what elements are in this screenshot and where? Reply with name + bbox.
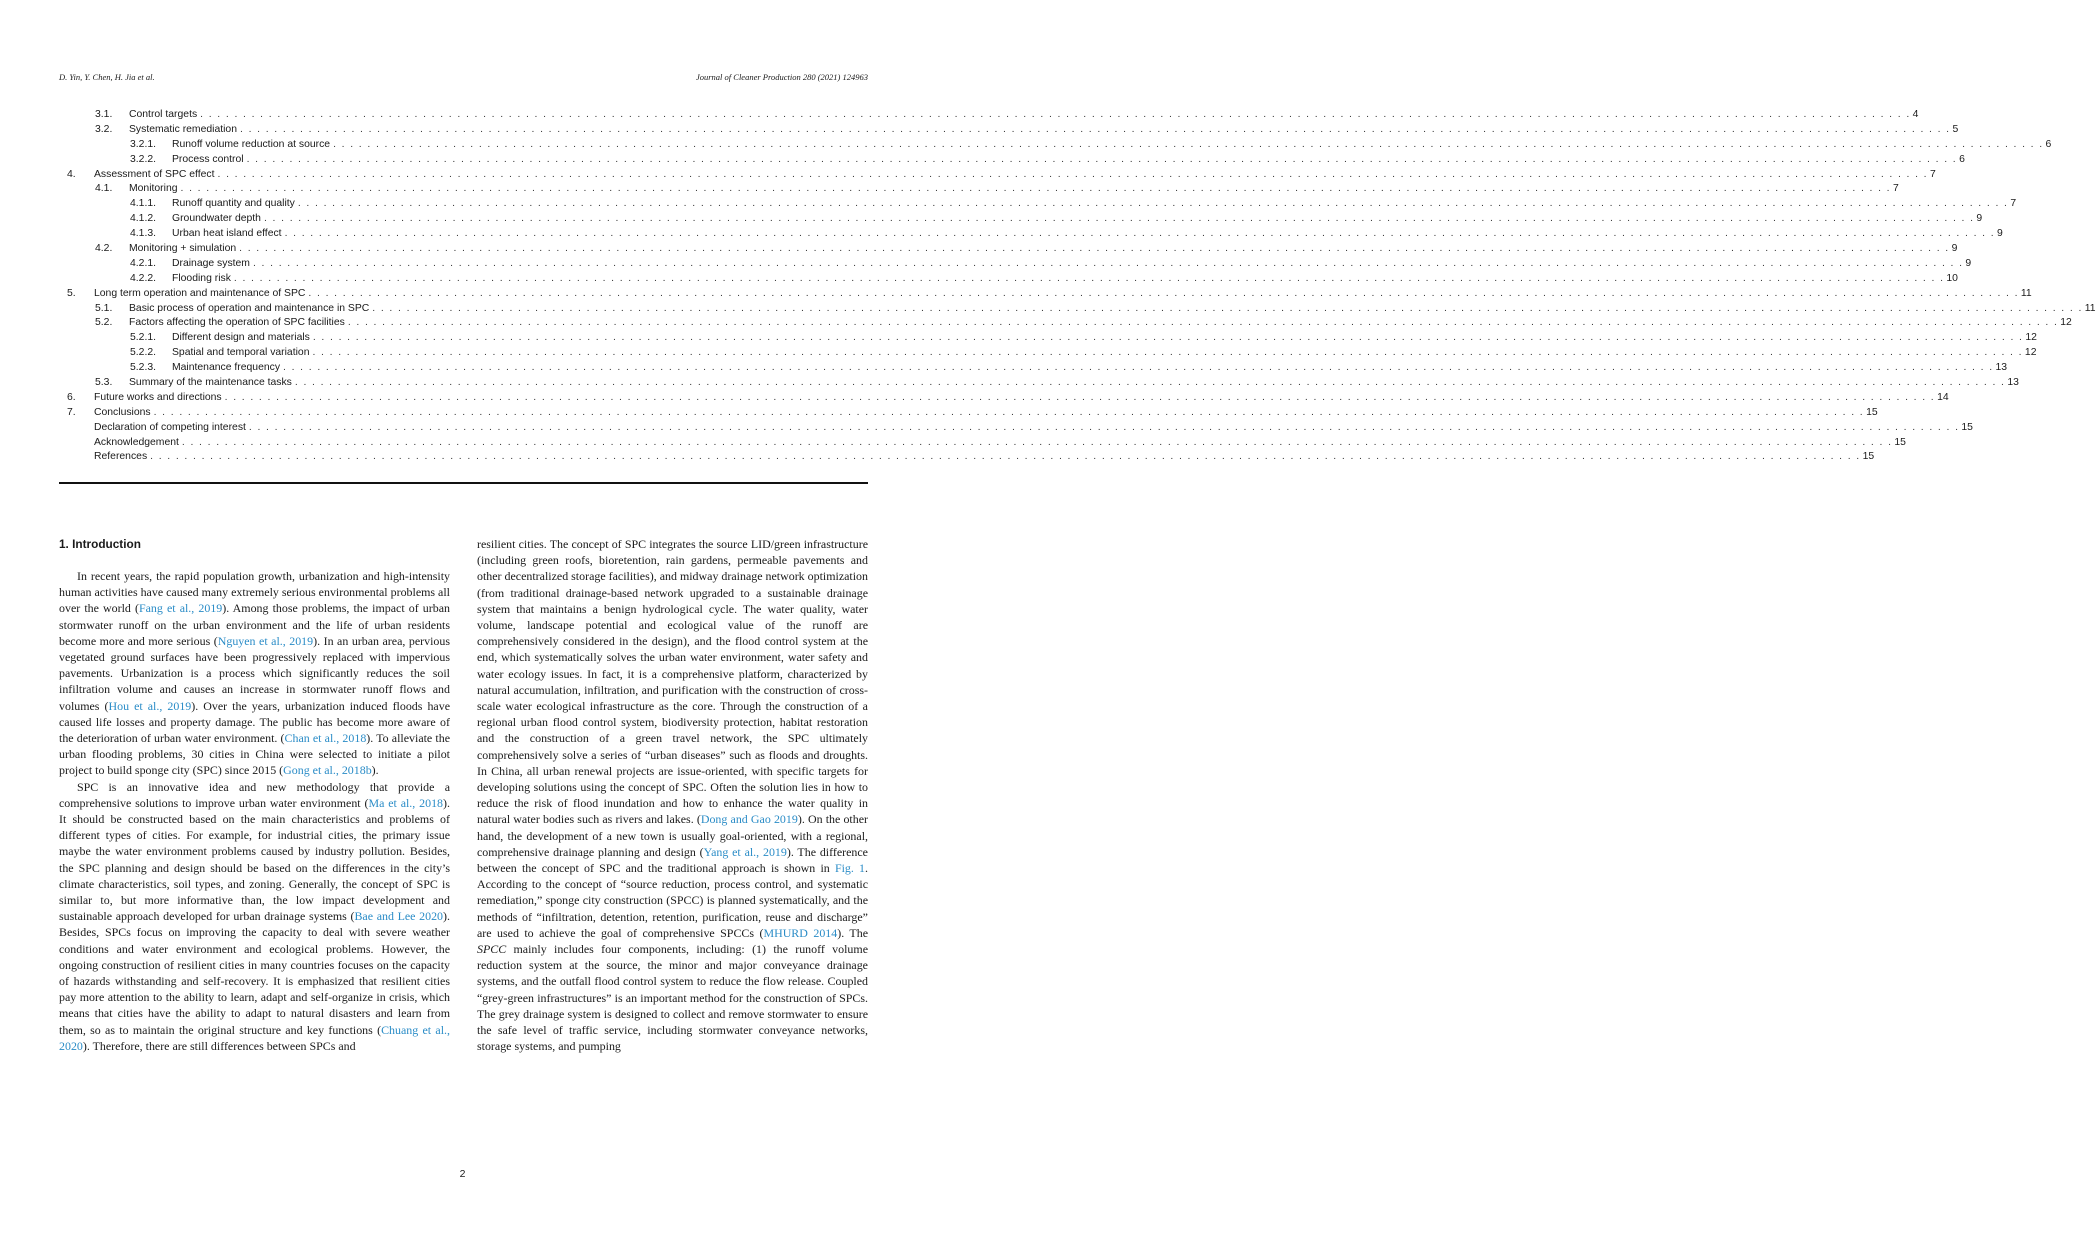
toc-number: 4.2.1. — [130, 257, 156, 269]
toc-entry[interactable] — [59, 257, 1972, 272]
body-text: In recent years, the rapid population growth, urbanization and high-intensity human activities have caused many extremely serious environmental problems all over the world ( — [59, 569, 450, 616]
toc-page: 12 — [2025, 332, 2037, 344]
body-text: resilient cities. The concept of SPC integrates the source LID/green infrastructure (including green roofs, bioretention, rain gardens, permeable pavements and other decentralized storage facilities), and midway drainage network optimization (from traditional drainage-based network upgraded to a sustainable drainage system that maintains a benign hydrological cycle. The water quality, water volume, landscape potential and ecological value of the runoff are comprehensively considered in the design), and the flood control system at the end, which systematically solves the urban water environment, water safety and water ecology issues. In fact, it is a comprehensive platform, characterized by natural accumulation, infiltration, and purification with the construction of cross-scale water ecological infrastructure as the core. Through the construction of a regional urban flood control system, biodiversity protection, habitat restoration and the construction of a green travel network, the SPC ultimately comprehensively solve a series of “urban diseases” such as floods and droughts. In China, all urban renewal projects are issue-oriented, with specific targets for developing solutions using the concept of SPC. Often the solution lies in how to reduce the risk of flood inundation and how to enhance the water quality in natural water bodies such as rivers and lakes. ( — [477, 537, 868, 827]
toc-entry[interactable] — [59, 138, 2052, 153]
table-of-contents — [59, 108, 2096, 465]
toc-label: Systematic remediation — [129, 123, 237, 135]
toc-leader-dots: . . . . . . . . . . . . . . . . . . . . . . . . . . . . . . . . . . . . . . . . . . . . . . . . . . . . . . . . . . . . . . . . . . . . . . . . . . . . . . . . . . . . . . . . . . . . . . . . . . . . . . . . . . . . . . . . . . . . . . . . . . . . . . . . . . . . . . . . . . . . . . . . . . . . . . . . . . . . . . . . . . . . . . . . . . . . . . . . . . . . . . . . . . . . . . . . . . . . . . . . — [347, 317, 2059, 329]
body-text: . According to the concept of “source reduction, process control, and systematic remediation,” sponge city construction (SPCC) is planned systematically, and the methods of “infiltration, detention, retention, purification, reuse and discharge” are used to achieve the goal of comprehensive SPCCs ( — [477, 861, 868, 940]
toc-page: 15 — [1961, 421, 1973, 433]
citation-link[interactable]: Yang et al., 2019 — [703, 844, 787, 859]
toc-page: 7 — [2010, 198, 2017, 210]
toc-entry[interactable] — [59, 108, 1919, 123]
toc-entry[interactable] — [59, 361, 2008, 376]
toc-number: 5.2.1. — [130, 332, 156, 344]
toc-label: Assessment of SPC effect — [94, 168, 215, 180]
toc-label: Maintenance frequency — [172, 362, 281, 374]
toc-leader-dots: . . . . . . . . . . . . . . . . . . . . . . . . . . . . . . . . . . . . . . . . . . . . . . . . . . . . . . . . . . . . . . . . . . . . . . . . . . . . . . . . . . . . . . . . . . . . . . . . . . . . . . . . . . . . . . . . . . . . . . . . . . . . . . . . . . . . . . . . . . . . . . . . . . . . . . . . . . . . . . . . . . . . . . . . . . . . . . . . . . . . . . . . . . . . . . . . . . . . . . . . — [224, 391, 1936, 403]
toc-page: 7 — [1892, 183, 1899, 195]
toc-label: Groundwater depth — [172, 213, 261, 225]
left-column — [59, 536, 450, 1054]
toc-page: 9 — [1951, 243, 1958, 255]
body-text: ). — [371, 763, 379, 778]
toc-page: 6 — [1959, 153, 1965, 165]
paragraph — [477, 536, 868, 1055]
toc-label: Urban heat island effect — [172, 228, 282, 240]
toc-leader-dots: . . . . . . . . . . . . . . . . . . . . . . . . . . . . . . . . . . . . . . . . . . . . . . . . . . . . . . . . . . . . . . . . . . . . . . . . . . . . . . . . . . . . . . . . . . . . . . . . . . . . . . . . . . . . . . . . . . . . . . . . . . . . . . . . . . . . . . . . . . . . . . . . . . . . . . . . . . . . . . . . . . . . . . . . . . . . . . . . . . . . . . . . . . . . . . . . . . . . . . . . — [233, 272, 1945, 284]
toc-leader-dots: . . . . . . . . . . . . . . . . . . . . . . . . . . . . . . . . . . . . . . . . . . . . . . . . . . . . . . . . . . . . . . . . . . . . . . . . . . . . . . . . . . . . . . . . . . . . . . . . . . . . . . . . . . . . . . . . . . . . . . . . . . . . . . . . . . . . . . . . . . . . . . . . . . . . . . . . . . . . . . . . . . . . . . . . . . . . . . . . . . . . . . . . . . . . . . . . . . . . . . . . — [283, 362, 1994, 374]
toc-page: 15 — [1862, 451, 1875, 463]
toc-number: 4.2.2. — [130, 272, 156, 284]
toc-entry[interactable] — [59, 168, 1936, 183]
toc-label: Declaration of competing interest — [94, 421, 246, 433]
right-column — [477, 536, 868, 1055]
toc-number: 4.1.1. — [130, 198, 156, 210]
toc-label: Runoff volume reduction at source — [172, 138, 331, 150]
toc-leader-dots: . . . . . . . . . . . . . . . . . . . . . . . . . . . . . . . . . . . . . . . . . . . . . . . . . . . . . . . . . . . . . . . . . . . . . . . . . . . . . . . . . . . . . . . . . . . . . . . . . . . . . . . . . . . . . . . . . . . . . . . . . . . . . . . . . . . . . . . . . . . . . . . . . . . . . . . . . . . . . . . . . . . . . . . . . . . . . . . . . . . . . . . . . . . . . . . . . . . . . . . . — [312, 347, 2023, 359]
toc-entry[interactable] — [59, 331, 2037, 346]
toc-number: 7. — [67, 406, 76, 418]
toc-entry[interactable] — [59, 436, 1906, 451]
toc-label: Acknowledgement — [94, 436, 179, 448]
toc-number: 3.2. — [95, 123, 113, 135]
citation-link[interactable]: Ma et al., 2018 — [368, 795, 444, 810]
toc-label: Conclusions — [94, 406, 151, 418]
toc-number: 4.1. — [95, 183, 113, 195]
body-text: ). The difference between the concept of SPC and the traditional approach is shown in — [477, 844, 868, 876]
header-journal: Journal of Cleaner Production 280 (2021) 124963 — [695, 72, 868, 82]
toc-number: 3.1. — [95, 109, 113, 120]
toc-page: 14 — [1937, 391, 1949, 403]
body-text: ). It should be constructed based on the main characteristics and problems of different types of cities. For example, for industrial cities, the primary issue maybe the water environment problems caused by industry pollution. Besides, the SPC planning and design should be based on the differences in the city’s climate characteristics, soil types, and zoning. Generally, the concept of SPC is similar to, but more informative than, the low impact development and sustainable approach developed for urban drainage systems ( — [59, 795, 450, 924]
toc-leader-dots: . . . . . . . . . . . . . . . . . . . . . . . . . . . . . . . . . . . . . . . . . . . . . . . . . . . . . . . . . . . . . . . . . . . . . . . . . . . . . . . . . . . . . . . . . . . . . . . . . . . . . . . . . . . . . . . . . . . . . . . . . . . . . . . . . . . . . . . . . . . . . . . . . . . . . . . . . . . . . . . . . . . . . . . . . . . . . . . . . . . . . . . . . . . . . . . . . . . . . . . . — [263, 213, 1975, 225]
toc-entry[interactable] — [59, 272, 1958, 287]
toc-page: 13 — [2007, 377, 2019, 389]
toc-number: 3.2.1. — [130, 138, 156, 150]
paragraph — [59, 779, 450, 1054]
citation-link[interactable]: Chuang et al., 2020 — [59, 1022, 450, 1053]
toc-label: Monitoring + simulation — [129, 243, 237, 255]
toc-entry[interactable] — [59, 316, 2072, 331]
toc-number: 3.2.2. — [130, 153, 156, 165]
toc-label: Different design and materials — [172, 332, 310, 344]
toc-page: 11 — [2084, 302, 2096, 314]
toc-entry[interactable] — [59, 391, 1949, 406]
toc-entry[interactable] — [59, 197, 2017, 212]
toc-label: Future works and directions — [94, 391, 222, 403]
toc-page: 9 — [1965, 257, 1972, 269]
toc-page: 6 — [2045, 138, 2052, 150]
toc-leader-dots: . . . . . . . . . . . . . . . . . . . . . . . . . . . . . . . . . . . . . . . . . . . . . . . . . . . . . . . . . . . . . . . . . . . . . . . . . . . . . . . . . . . . . . . . . . . . . . . . . . . . . . . . . . . . . . . . . . . . . . . . . . . . . . . . . . . . . . . . . . . . . . . . . . . . . . . . . . . . . . . . . . . . . . . . . . . . . . . . . . . . . . . . . . . . . . . . . . . . . . . . — [239, 243, 1950, 255]
paragraph — [59, 568, 450, 779]
toc-entry[interactable] — [59, 302, 2096, 317]
toc-leader-dots: . . . . . . . . . . . . . . . . . . . . . . . . . . . . . . . . . . . . . . . . . . . . . . . . . . . . . . . . . . . . . . . . . . . . . . . . . . . . . . . . . . . . . . . . . . . . . . . . . . . . . . . . . . . . . . . . . . . . . . . . . . . . . . . . . . . . . . . . . . . . . . . . . . . . . . . . . . . . . . . . . . . . . . . . . . . . . . . . . . . . . . . . . . . . . . . . . . . . . . . . — [372, 302, 2083, 314]
toc-label: Summary of the maintenance tasks — [129, 377, 292, 389]
citation-link[interactable]: Fang et al., 2019 — [138, 601, 223, 616]
toc-label: Runoff quantity and quality — [172, 198, 295, 210]
toc-number: 4.1.3. — [130, 228, 156, 240]
body-text: mainly includes four components, including: (1) the runoff volume reduction system at the source, the minor and major conveyance drainage systems, and the outfall flood control system to reduce the flow release. Coupled “grey-green infrastructures” is an important method for the construction of SPCs. The grey drainage system is designed to collect and remove stormwater to ensure the safe level of traffic service, including stormwater conveyance networks, storage systems, and pumping — [477, 942, 868, 1054]
body-text: ). Besides, SPCs focus on improving the capacity to deal with severe weather conditions and water environment and ecological problems. However, the ongoing construction of resilient cities in many countries focuses on the capacity of hazards withstanding and self-recovery. It is emphasized that resilient cities pay more attention to the ability to learn, adapt and self-organize in crisis, which means that cities have the ability to adapt to natural disasters and learn from them, so as to maintain the original structure and key functions ( — [59, 909, 450, 1037]
toc-entry[interactable] — [59, 242, 1958, 257]
body-text: ). Among those problems, the impact of urban stormwater runoff on the urban environment and the life of urban residents become more and more serious ( — [59, 601, 450, 648]
toc-page: 12 — [2060, 317, 2072, 329]
toc-leader-dots: . . . . . . . . . . . . . . . . . . . . . . . . . . . . . . . . . . . . . . . . . . . . . . . . . . . . . . . . . . . . . . . . . . . . . . . . . . . . . . . . . . . . . . . . . . . . . . . . . . . . . . . . . . . . . . . . . . . . . . . . . . . . . . . . . . . . . . . . . . . . . . . . . . . . . . . . . . . . . . . . . . . . . . . . . . . . . . . . . . . . . . . . . . . . . . . . . . . . . . . . — [252, 257, 1964, 269]
toc-label: Process control — [172, 153, 244, 165]
toc-page: 4 — [1912, 109, 1919, 120]
toc-entry[interactable] — [59, 212, 1983, 227]
toc-leader-dots: . . . . . . . . . . . . . . . . . . . . . . . . . . . . . . . . . . . . . . . . . . . . . . . . . . . . . . . . . . . . . . . . . . . . . . . . . . . . . . . . . . . . . . . . . . . . . . . . . . . . . . . . . . . . . . . . . . . . . . . . . . . . . . . . . . . . . . . . . . . . . . . . . . . . . . . . . . . . . . . . . . . . . . . . . . . . . . . . . . . . . . . . . . . . . . . . . . . . . . . . — [181, 436, 1893, 448]
toc-entry[interactable] — [59, 450, 1875, 465]
toc-page: 11 — [2020, 287, 2032, 299]
body-text: ). In an urban area, pervious vegetated ground surfaces have been progressively replaced with impervious pavements. Urbanization is a process which significantly reduces the soil infiltration volume and causes an increase in stormwater runoff flows and volumes ( — [59, 633, 450, 713]
toc-leader-dots: . . . . . . . . . . . . . . . . . . . . . . . . . . . . . . . . . . . . . . . . . . . . . . . . . . . . . . . . . . . . . . . . . . . . . . . . . . . . . . . . . . . . . . . . . . . . . . . . . . . . . . . . . . . . . . . . . . . . . . . . . . . . . . . . . . . . . . . . . . . . . . . . . . . . . . . . . . . . . . . . . . . . . . . . . . . . . . . . . . . . . . . . . . . . . . . . . . . . . . . . — [297, 198, 2009, 210]
toc-leader-dots: . . . . . . . . . . . . . . . . . . . . . . . . . . . . . . . . . . . . . . . . . . . . . . . . . . . . . . . . . . . . . . . . . . . . . . . . . . . . . . . . . . . . . . . . . . . . . . . . . . . . . . . . . . . . . . . . . . . . . . . . . . . . . . . . . . . . . . . . . . . . . . . . . . . . . . . . . . . . . . . . . . . . . . . . . . . . . . . . . . . . . . . . . . . . . . . . . . . . . . . . — [294, 377, 2006, 389]
toc-leader-dots: . . . . . . . . . . . . . . . . . . . . . . . . . . . . . . . . . . . . . . . . . . . . . . . . . . . . . . . . . . . . . . . . . . . . . . . . . . . . . . . . . . . . . . . . . . . . . . . . . . . . . . . . . . . . . . . . . . . . . . . . . . . . . . . . . . . . . . . . . . . . . . . . . . . . . . . . . . . . . . . . . . . . . . . . . . . . . . . . . . . . . . . . . . . . . . . . . . . . . . . . — [248, 421, 1960, 433]
toc-page: 9 — [1976, 213, 1983, 225]
toc-leader-dots: . . . . . . . . . . . . . . . . . . . . . . . . . . . . . . . . . . . . . . . . . . . . . . . . . . . . . . . . . . . . . . . . . . . . . . . . . . . . . . . . . . . . . . . . . . . . . . . . . . . . . . . . . . . . . . . . . . . . . . . . . . . . . . . . . . . . . . . . . . . . . . . . . . . . . . . . . . . . . . . . . . . . . . . . . . . . . . . . . . . . . . . . . . . . . . . . . . . . . . . . — [217, 168, 1928, 180]
toc-label: Drainage system — [172, 257, 250, 269]
toc-number: 5. — [67, 287, 76, 299]
toc-number: 5.2.2. — [130, 347, 156, 359]
toc-number: 6. — [67, 391, 76, 403]
citation-link[interactable]: Nguyen et al., 2019 — [217, 633, 314, 648]
toc-number: 5.2. — [95, 317, 113, 329]
body-text: ). Over the years, urbanization induced floods have caused life losses and property damage. The public has become more aware of the deterioration of urban water environment. ( — [59, 698, 450, 746]
toc-entry[interactable] — [59, 182, 1899, 197]
page-number: 2 — [459, 1168, 466, 1180]
toc-leader-dots: . . . . . . . . . . . . . . . . . . . . . . . . . . . . . . . . . . . . . . . . . . . . . . . . . . . . . . . . . . . . . . . . . . . . . . . . . . . . . . . . . . . . . . . . . . . . . . . . . . . . . . . . . . . . . . . . . . . . . . . . . . . . . . . . . . . . . . . . . . . . . . . . . . . . . . . . . . . . . . . . . . . . . . . . . . . . . . . . . . . . . . . . . . . . . . . . . . . . . . . . — [200, 109, 1911, 120]
toc-number: 4. — [67, 168, 76, 180]
toc-leader-dots: . . . . . . . . . . . . . . . . . . . . . . . . . . . . . . . . . . . . . . . . . . . . . . . . . . . . . . . . . . . . . . . . . . . . . . . . . . . . . . . . . . . . . . . . . . . . . . . . . . . . . . . . . . . . . . . . . . . . . . . . . . . . . . . . . . . . . . . . . . . . . . . . . . . . . . . . . . . . . . . . . . . . . . . . . . . . . . . . . . . . . . . . . . . . . . . . . . . . . . . . — [150, 451, 1861, 463]
toc-entry[interactable] — [59, 287, 2032, 302]
toc-entry[interactable] — [59, 227, 2003, 242]
citation-link[interactable]: Fig. 1 — [834, 861, 866, 876]
toc-page: 10 — [1946, 272, 1958, 284]
toc-entry[interactable] — [59, 153, 1965, 168]
toc-page: 12 — [2024, 347, 2037, 359]
citation-link[interactable]: Chan et al., 2018 — [284, 731, 367, 746]
toc-page: 9 — [1997, 228, 2003, 240]
toc-entry[interactable] — [59, 421, 1973, 436]
toc-entry[interactable] — [59, 346, 2037, 361]
toc-number: 4.2. — [95, 243, 113, 255]
toc-label: Long term operation and maintenance of SPC — [94, 287, 306, 299]
toc-page: 15 — [1866, 406, 1878, 418]
citation-link[interactable]: Dong and Gao 2019 — [700, 812, 798, 827]
toc-number: 4.1.2. — [130, 213, 156, 225]
toc-leader-dots: . . . . . . . . . . . . . . . . . . . . . . . . . . . . . . . . . . . . . . . . . . . . . . . . . . . . . . . . . . . . . . . . . . . . . . . . . . . . . . . . . . . . . . . . . . . . . . . . . . . . . . . . . . . . . . . . . . . . . . . . . . . . . . . . . . . . . . . . . . . . . . . . . . . . . . . . . . . . . . . . . . . . . . . . . . . . . . . . . . . . . . . . . . . . . . . . . . . . . . . . — [333, 138, 2044, 150]
toc-leader-dots: . . . . . . . . . . . . . . . . . . . . . . . . . . . . . . . . . . . . . . . . . . . . . . . . . . . . . . . . . . . . . . . . . . . . . . . . . . . . . . . . . . . . . . . . . . . . . . . . . . . . . . . . . . . . . . . . . . . . . . . . . . . . . . . . . . . . . . . . . . . . . . . . . . . . . . . . . . . . . . . . . . . . . . . . . . . . . . . . . . . . . . . . . . . . . . . . . . . . . . . . — [284, 228, 1996, 240]
citation-link[interactable]: Bae and Lee 2020 — [354, 909, 444, 924]
toc-label: Monitoring — [129, 183, 178, 195]
toc-leader-dots: . . . . . . . . . . . . . . . . . . . . . . . . . . . . . . . . . . . . . . . . . . . . . . . . . . . . . . . . . . . . . . . . . . . . . . . . . . . . . . . . . . . . . . . . . . . . . . . . . . . . . . . . . . . . . . . . . . . . . . . . . . . . . . . . . . . . . . . . . . . . . . . . . . . . . . . . . . . . . . . . . . . . . . . . . . . . . . . . . . . . . . . . . . . . . . . . . . . . . . . . — [312, 332, 2024, 344]
citation-link[interactable]: Gong et al., 2018b — [283, 763, 372, 778]
body-text: ). On the other hand, the development of a new town is usually goal-oriented, with a regional, comprehensive drainage planning and design ( — [477, 812, 868, 859]
toc-leader-dots: . . . . . . . . . . . . . . . . . . . . . . . . . . . . . . . . . . . . . . . . . . . . . . . . . . . . . . . . . . . . . . . . . . . . . . . . . . . . . . . . . . . . . . . . . . . . . . . . . . . . . . . . . . . . . . . . . . . . . . . . . . . . . . . . . . . . . . . . . . . . . . . . . . . . . . . . . . . . . . . . . . . . . . . . . . . . . . . . . . . . . . . . . . . . . . . . . . . . . . . . — [153, 406, 1865, 418]
toc-leader-dots: . . . . . . . . . . . . . . . . . . . . . . . . . . . . . . . . . . . . . . . . . . . . . . . . . . . . . . . . . . . . . . . . . . . . . . . . . . . . . . . . . . . . . . . . . . . . . . . . . . . . . . . . . . . . . . . . . . . . . . . . . . . . . . . . . . . . . . . . . . . . . . . . . . . . . . . . . . . . . . . . . . . . . . . . . . . . . . . . . . . . . . . . . . . . . . . . . . . . . . . . — [240, 123, 1951, 135]
toc-entry[interactable] — [59, 406, 1878, 421]
citation-link[interactable]: MHURD 2014 — [763, 925, 838, 940]
toc-entry[interactable] — [59, 123, 1959, 138]
header-authors: D. Yin, Y. Chen, H. Jia et al. — [59, 72, 155, 82]
toc-page: 7 — [1929, 168, 1936, 180]
toc-label: References — [94, 451, 148, 463]
toc-number: 5.1. — [95, 302, 113, 314]
toc-number: 5.2.3. — [130, 362, 156, 374]
body-text: SPC is an innovative idea and new methodology that provide a comprehensive solutions to improve urban water environment ( — [59, 779, 450, 810]
section-heading: 1. Introduction — [59, 537, 141, 551]
citation-link[interactable]: Hou et al., 2019 — [108, 698, 192, 713]
body-text: ). Therefore, there are still differences between SPCs and — [82, 1038, 356, 1053]
toc-page: 15 — [1894, 436, 1906, 448]
section-divider — [59, 482, 868, 484]
toc-label: Factors affecting the operation of SPC facilities — [129, 317, 345, 329]
toc-label: Flooding risk — [172, 272, 231, 284]
toc-leader-dots: . . . . . . . . . . . . . . . . . . . . . . . . . . . . . . . . . . . . . . . . . . . . . . . . . . . . . . . . . . . . . . . . . . . . . . . . . . . . . . . . . . . . . . . . . . . . . . . . . . . . . . . . . . . . . . . . . . . . . . . . . . . . . . . . . . . . . . . . . . . . . . . . . . . . . . . . . . . . . . . . . . . . . . . . . . . . . . . . . . . . . . . . . . . . . . . . . . . . . . . . — [308, 287, 2019, 299]
body-text: ). To alleviate the urban flooding problems, 30 cities in China were selected to initiate a pilot project to build sponge city (SPC) since 2015 ( — [59, 731, 450, 778]
body-text: ). The — [837, 925, 868, 940]
toc-leader-dots: . . . . . . . . . . . . . . . . . . . . . . . . . . . . . . . . . . . . . . . . . . . . . . . . . . . . . . . . . . . . . . . . . . . . . . . . . . . . . . . . . . . . . . . . . . . . . . . . . . . . . . . . . . . . . . . . . . . . . . . . . . . . . . . . . . . . . . . . . . . . . . . . . . . . . . . . . . . . . . . . . . . . . . . . . . . . . . . . . . . . . . . . . . . . . . . . . . . . . . . . — [180, 183, 1891, 195]
toc-page: 13 — [1995, 362, 2008, 374]
toc-page: 5 — [1952, 123, 1959, 135]
toc-label: Basic process of operation and maintenance in SPC — [129, 302, 370, 314]
toc-label: Control targets — [129, 109, 198, 120]
toc-entry[interactable] — [59, 376, 2019, 391]
toc-label: Spatial and temporal variation — [172, 347, 310, 359]
toc-number: 5.3. — [95, 377, 113, 389]
body-text: SPCC — [477, 942, 507, 957]
toc-leader-dots: . . . . . . . . . . . . . . . . . . . . . . . . . . . . . . . . . . . . . . . . . . . . . . . . . . . . . . . . . . . . . . . . . . . . . . . . . . . . . . . . . . . . . . . . . . . . . . . . . . . . . . . . . . . . . . . . . . . . . . . . . . . . . . . . . . . . . . . . . . . . . . . . . . . . . . . . . . . . . . . . . . . . . . . . . . . . . . . . . . . . . . . . . . . . . . . . . . . . . . . . — [246, 153, 1958, 165]
